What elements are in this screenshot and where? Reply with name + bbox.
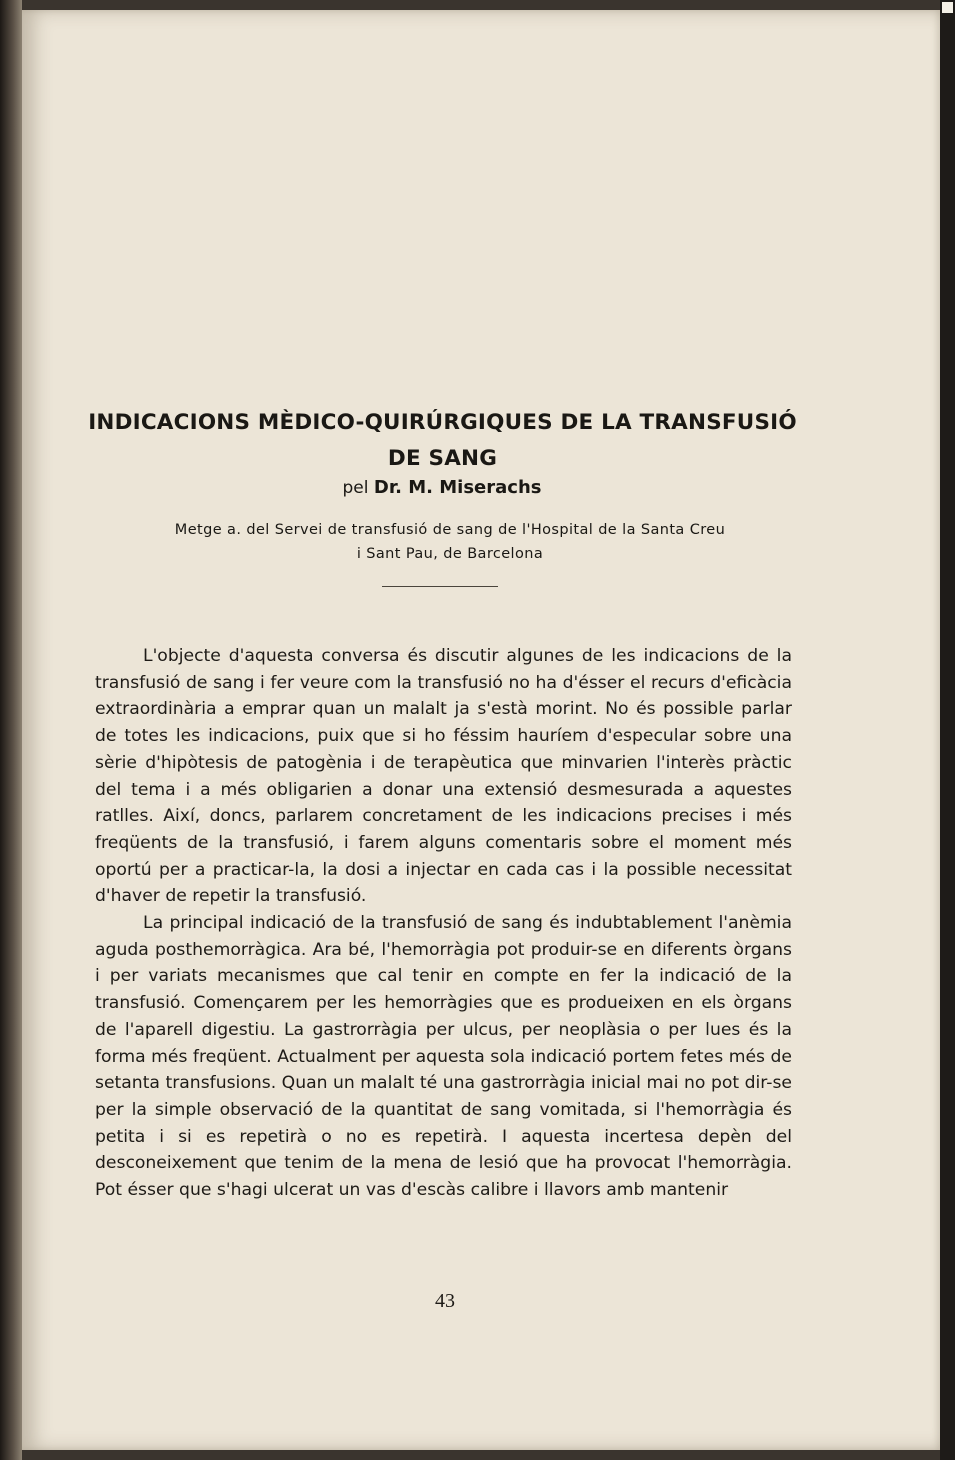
section-divider — [382, 586, 498, 587]
affiliation-line-2: i Sant Pau, de Barcelona — [356, 546, 544, 562]
article-body — [95, 643, 792, 1204]
affiliation-line-1: Metge a. del Servei de transfusió de sang de l'Hospital de la Santa Creu — [174, 522, 726, 538]
paragraph: La principal indicació de la transfusió de sang és indubtablement l'anèmia aguda posthemorràgica. Ara bé, l'hemorràgia pot produir-se en diferents òrgans i per variats mecanismes que cal tenir en compte en fer la indicació de la transfusió. Començarem per les hemorràgies que es produeixen en els òrgans de l'aparell digestiu. La gastrorràgia per ulcus, per neoplàsia o per lues és la forma més freqüent. Actualment per aquesta sola indicació portem fetes més de setanta transfusions. Quan un malalt té una gastrorràgia inicial mai no pot dir-se per la simple observació de la quantitat de sang vomitada, si l'hemorràgia és petita i si es repetirà o no es repetirà. I aquesta incertesa depèn del desconeixement que tenim de la mena de lesió que ha provocat l'hemorràgia. Pot ésser que s'hagi ulcerat un vas d'escàs calibre i llavors amb mantenir — [95, 913, 792, 1201]
scan-border — [940, 0, 955, 1460]
author-name: Dr. M. Miserachs — [373, 477, 542, 498]
article-title — [70, 405, 815, 477]
byline-prefix: pel — [342, 478, 369, 498]
author-affiliation — [100, 518, 800, 566]
title-line-1: INDICACIONS MÈDICO-QUIRÚRGIQUES DE LA TRANSFUSIÓ — [88, 410, 797, 435]
corner-marker — [942, 2, 953, 13]
page-number: 43 — [435, 1290, 455, 1312]
title-line-2: DE SANG — [387, 446, 498, 471]
paragraph: L'objecte d'aquesta conversa és discutir algunes de les indicacions de la transfusió de sang i fer veure com la transfusió no ha d'ésser el recurs d'eficàcia extraordinària a emprar quan un malalt ja s'està morint. No és possible parlar de totes les indicacions, puix que si ho féssim hauríem d'especular sobre una sèrie d'hipòtesis de patogènia i de terapèutica que minvarien l'interès pràctic del tema i a més obligarien a donar una extensió desmesurada a aquestes ratlles. Així, doncs, parlarem concretament de les indicacions precises i més freqüents de la transfusió, i farem alguns comentaris sobre el moment més oportú per a practicar-la, la dosi a injectar en cada cas i la possible necessitat d'haver de repetir la transfusió. — [95, 646, 792, 907]
book-spine — [0, 0, 22, 1460]
byline — [22, 477, 862, 498]
